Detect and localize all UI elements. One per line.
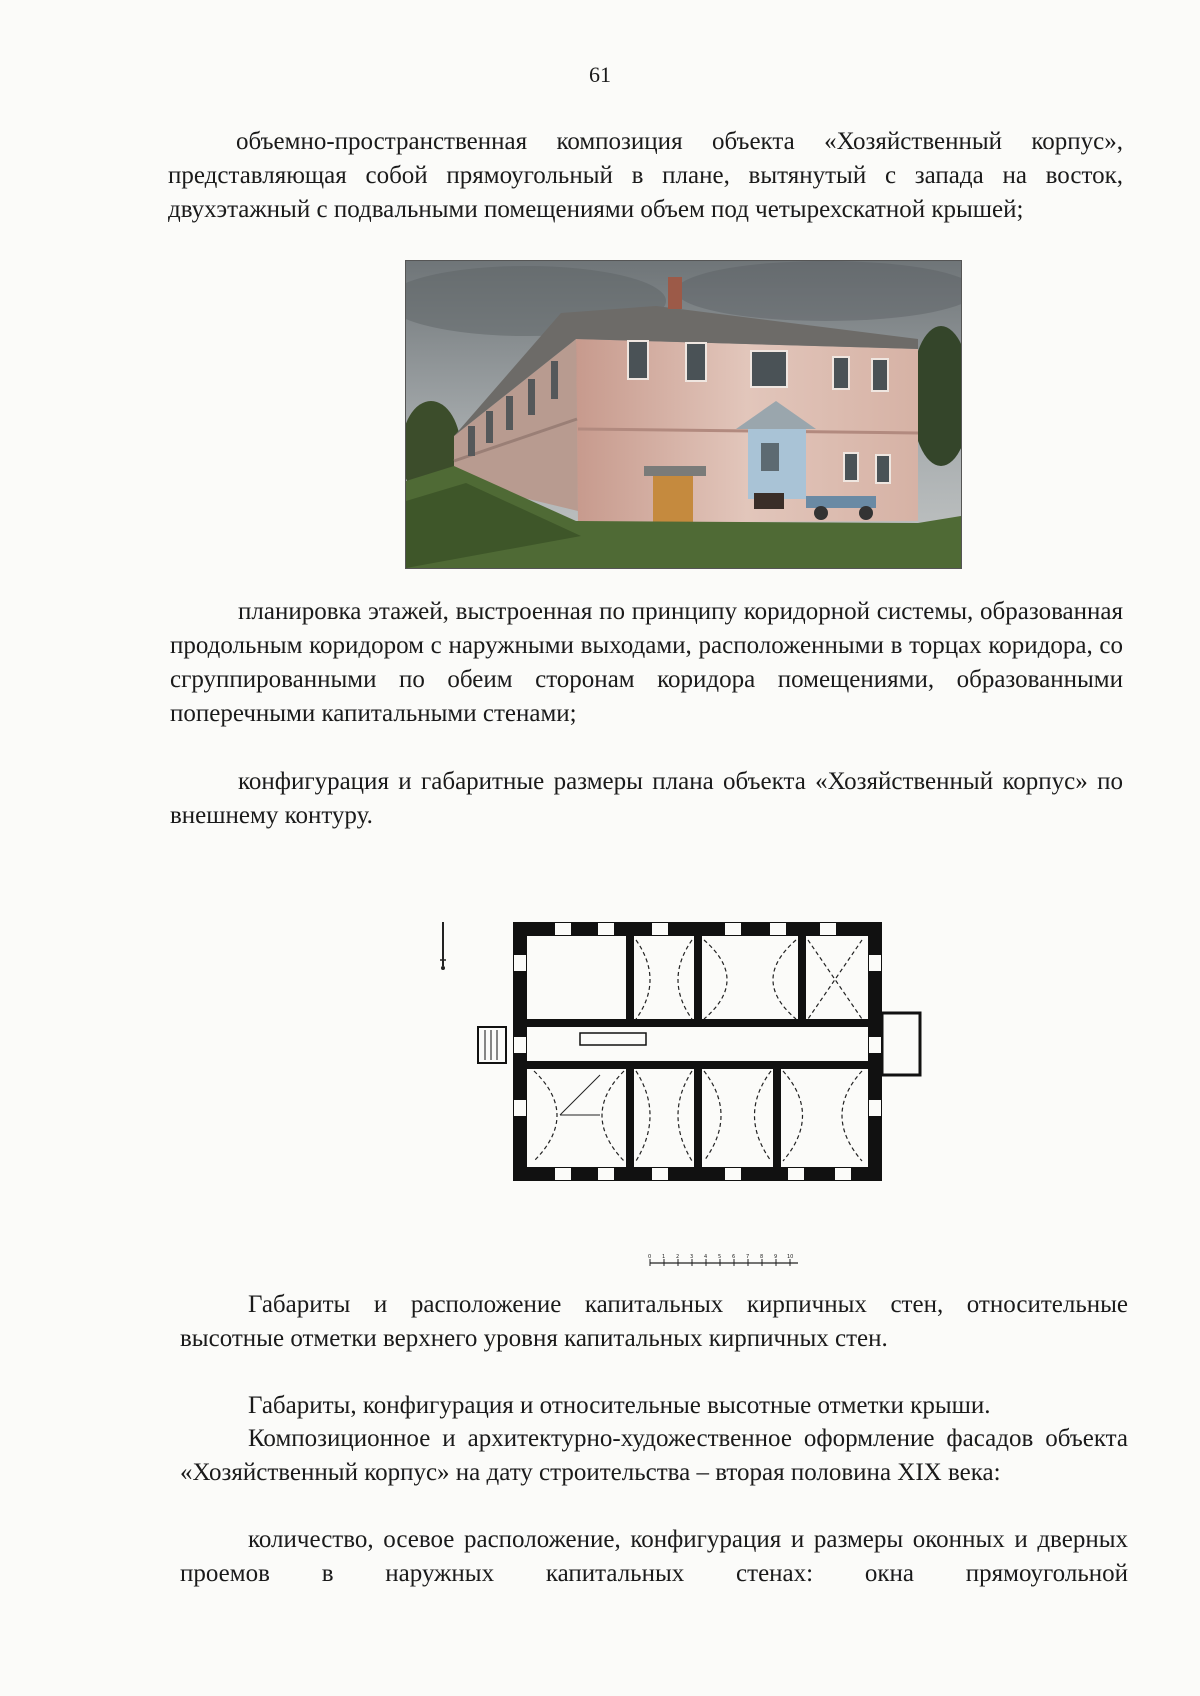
paragraph-1: объемно-пространственная композиция объекта «Хозяйственный корпус», представляющая собой прямоугольный в плане, вытянутый с запада на восток, двухэтажный с подвальными помещениями объем под четырехскатной крышей; bbox=[168, 128, 1123, 223]
scale-label: 4 bbox=[704, 1254, 708, 1260]
scale-label: 9 bbox=[774, 1254, 778, 1260]
scale-label: 10 bbox=[787, 1254, 794, 1260]
scale-label: 1 bbox=[662, 1254, 666, 1260]
photo-door-canopy bbox=[644, 466, 706, 476]
scale-bar bbox=[648, 1253, 808, 1269]
plan-corridor-stair bbox=[580, 1033, 646, 1045]
plan-east-annex bbox=[882, 1013, 920, 1075]
paragraph-4: Габариты и расположение капитальных кирпичных стен, относительные высотные отметки верхнего уровня капитальных кирпичных стен. bbox=[180, 1291, 1128, 1352]
scale-label: 7 bbox=[746, 1254, 750, 1260]
scale-label: 8 bbox=[760, 1254, 764, 1260]
scale-label: 6 bbox=[732, 1254, 736, 1260]
scale-label: 5 bbox=[718, 1254, 722, 1260]
paragraph-5: Габариты, конфигурация и относительные высотные отметки крыши. bbox=[248, 1392, 991, 1419]
photo-chimney bbox=[668, 277, 682, 309]
scale-label: 2 bbox=[676, 1254, 680, 1260]
photo-door bbox=[653, 476, 693, 528]
scale-label: 3 bbox=[690, 1254, 694, 1260]
photo-horse bbox=[754, 493, 784, 509]
plan-west-stair bbox=[478, 1027, 506, 1063]
paragraph-6: Композиционное и архитектурно-художественное оформление фасадов объекта «Хозяйственный корпус» на дату строительства – вторая половина XIX века: bbox=[180, 1425, 1128, 1486]
floor-plan bbox=[430, 915, 950, 1190]
page-number: 61 bbox=[589, 62, 611, 87]
paragraph-3: конфигурация и габаритные размеры плана объекта «Хозяйственный корпус» по внешнему контуру. bbox=[170, 768, 1123, 829]
building-photo bbox=[405, 260, 962, 569]
scale-label: 0 bbox=[648, 1254, 652, 1260]
paragraph-2: планировка этажей, выстроенная по принципу коридорной системы, образованная продольным коридором с наружными выходами, расположенными в торцах коридора, со сгруппированными по обеим сторонам коридора помещениями, образованными поперечными капитальными стенами; bbox=[170, 598, 1123, 727]
paragraph-7: количество, осевое расположение, конфигурация и размеры оконных и дверных проемов в наружных капитальных стенах: окна прямоугольной bbox=[180, 1526, 1128, 1587]
